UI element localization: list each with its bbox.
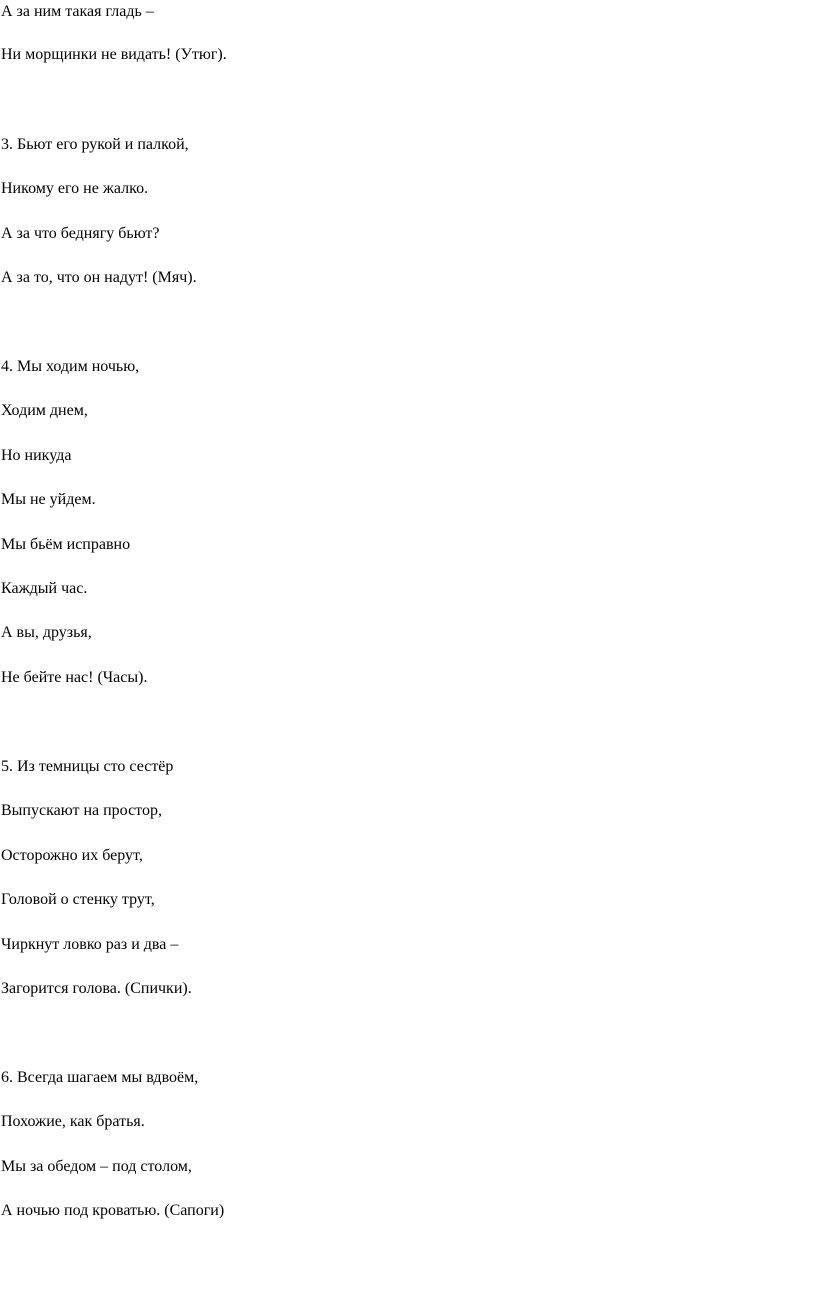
- text-line: Ходим днем,: [1, 402, 88, 419]
- text-line: 4. Мы ходим ночью,: [1, 358, 140, 375]
- text-line: 5. Из темницы сто сестёр: [1, 758, 174, 775]
- text-line: Загорится голова. (Спички).: [1, 980, 192, 997]
- text-line: А ночью под кроватью. (Сапоги): [1, 1202, 225, 1219]
- text-line: Мы за обедом – под столом,: [1, 1158, 192, 1175]
- text-line: Но никуда: [1, 447, 72, 464]
- text-line: Чиркнут ловко раз и два –: [1, 936, 179, 953]
- text-line: Не бейте нас! (Часы).: [1, 669, 148, 686]
- text-line: 6. Всегда шагаем мы вдвоём,: [1, 1069, 199, 1086]
- text-line: А вы, друзья,: [1, 624, 92, 641]
- text-line: Похожие, как братья.: [1, 1113, 145, 1130]
- text-line: Каждый час.: [1, 580, 88, 597]
- text-line: Головой о стенку трут,: [1, 891, 155, 908]
- text-line: Ни морщинки не видать! (Утюг).: [1, 46, 227, 63]
- text-line: Выпускают на простор,: [1, 802, 162, 819]
- text-line: 3. Бьют его рукой и палкой,: [1, 136, 189, 153]
- text-line: Мы не уйдем.: [1, 491, 96, 508]
- text-line: Осторожно их берут,: [1, 847, 143, 864]
- text-line: А за то, что он надут! (Мяч).: [1, 269, 197, 286]
- text-line: Никому его не жалко.: [1, 180, 149, 197]
- text-line: Мы бьём исправно: [1, 536, 131, 553]
- text-line: А за ним такая гладь –: [1, 3, 154, 20]
- text-line: А за что беднягу бьют?: [1, 225, 160, 242]
